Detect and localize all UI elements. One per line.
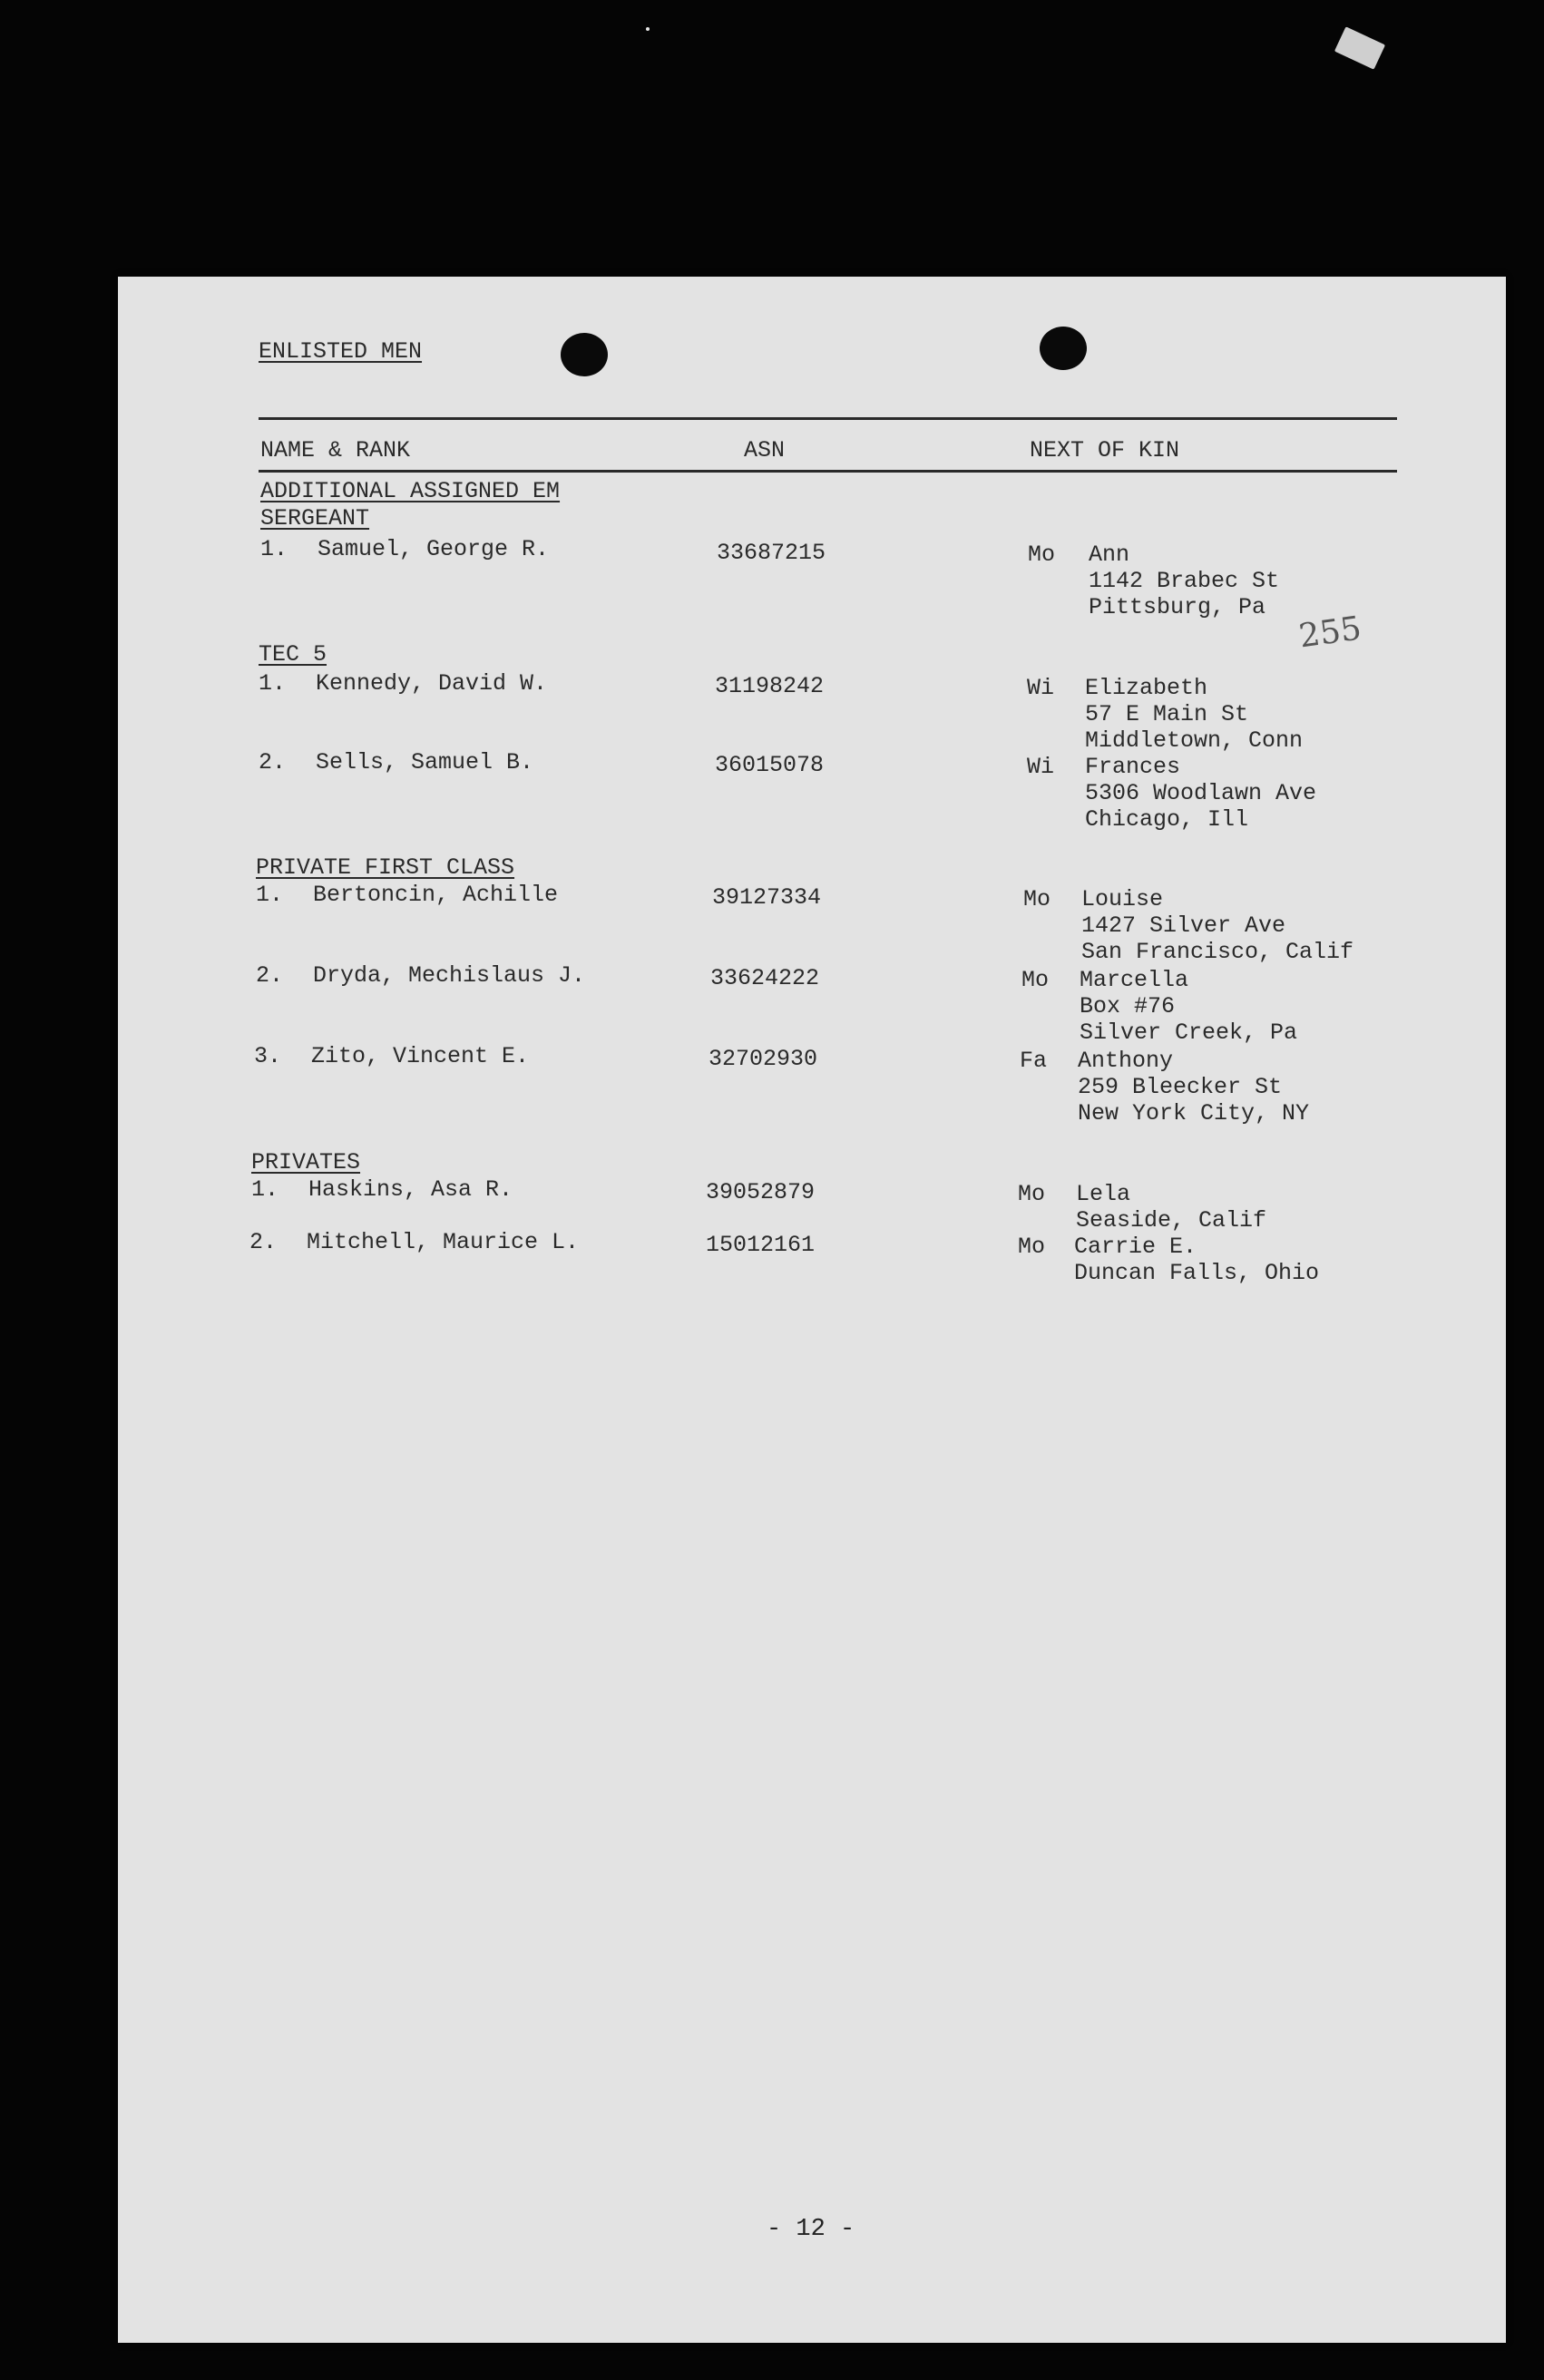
column-header-name: NAME & RANK	[260, 437, 411, 463]
entry-name: Zito, Vincent E.	[311, 1043, 530, 1069]
entry-asn: 32702930	[708, 1046, 818, 1072]
kin-address: 57 E Main St	[1085, 701, 1249, 727]
entry-name: Kennedy, David W.	[316, 670, 548, 697]
kin-address: 5306 Woodlawn Ave	[1085, 780, 1317, 806]
entry-asn: 31198242	[715, 673, 825, 699]
document-page	[118, 277, 1506, 2343]
kin-name: Carrie E.	[1074, 1234, 1197, 1260]
entry-number: 2.	[256, 962, 284, 989]
kin-city: Seaside, Calif	[1076, 1207, 1267, 1234]
kin-city: New York City, NY	[1078, 1100, 1310, 1127]
entry-number: 1.	[259, 670, 287, 697]
kin-name: Anthony	[1078, 1048, 1174, 1074]
entry-number: 3.	[254, 1043, 282, 1069]
kin-city: Middletown, Conn	[1085, 727, 1304, 754]
kin-name: Marcella	[1080, 967, 1189, 993]
section-label: ADDITIONAL ASSIGNED EM	[260, 478, 561, 504]
kin-name: Ann	[1089, 541, 1130, 568]
entry-relation: Wi	[1027, 675, 1055, 701]
entry-relation: Mo	[1021, 967, 1050, 993]
kin-city: San Francisco, Calif	[1081, 939, 1354, 965]
kin-name: Elizabeth	[1085, 675, 1208, 701]
entry-name: Sells, Samuel B.	[316, 749, 534, 775]
kin-address: 1427 Silver Ave	[1081, 912, 1286, 939]
entry-relation: Mo	[1018, 1181, 1046, 1207]
kin-name: Lela	[1076, 1181, 1131, 1207]
punch-hole	[561, 333, 608, 376]
scan-speck	[1334, 26, 1385, 69]
entry-number: 1.	[251, 1176, 279, 1203]
entry-asn: 39052879	[706, 1179, 816, 1205]
page-number: - 12 -	[767, 2216, 855, 2243]
entry-relation: Fa	[1020, 1048, 1048, 1074]
entry-number: 2.	[259, 749, 287, 775]
header-top-rule	[259, 417, 1397, 420]
page-heading: ENLISTED MEN	[259, 338, 423, 365]
kin-address: 259 Bleecker St	[1078, 1074, 1283, 1100]
page-stamp-number: 255	[1296, 610, 1364, 656]
entry-relation: Mo	[1023, 886, 1051, 912]
entry-asn: 36015078	[715, 752, 825, 778]
entry-name: Mitchell, Maurice L.	[307, 1229, 580, 1255]
column-header-kin: NEXT OF KIN	[1030, 437, 1180, 463]
rank-heading-privates: PRIVATES	[251, 1149, 361, 1175]
kin-address: 1142 Brabec St	[1089, 568, 1280, 594]
kin-city: Chicago, Ill	[1085, 806, 1249, 833]
kin-name: Frances	[1085, 754, 1181, 780]
entry-relation: Wi	[1027, 754, 1055, 780]
entry-asn: 39127334	[712, 884, 822, 911]
rank-heading-sergeant: SERGEANT	[260, 505, 370, 532]
entry-number: 1.	[260, 536, 288, 562]
kin-address: Box #76	[1080, 993, 1176, 1019]
scan-speck	[646, 27, 650, 31]
header-bottom-rule	[259, 470, 1397, 473]
entry-name: Bertoncin, Achille	[313, 882, 559, 908]
entry-number: 1.	[256, 882, 284, 908]
entry-asn: 33624222	[710, 965, 820, 991]
entry-relation: Mo	[1018, 1234, 1046, 1260]
punch-hole	[1040, 327, 1087, 370]
kin-city: Silver Creek, Pa	[1080, 1019, 1298, 1046]
entry-name: Haskins, Asa R.	[308, 1176, 513, 1203]
entry-number: 2.	[249, 1229, 278, 1255]
entry-asn: 15012161	[706, 1232, 816, 1258]
entry-name: Dryda, Mechislaus J.	[313, 962, 586, 989]
rank-heading-tec5: TEC 5	[259, 641, 327, 668]
entry-asn: 33687215	[717, 540, 826, 566]
kin-city: Duncan Falls, Ohio	[1074, 1260, 1320, 1286]
column-header-asn: ASN	[744, 437, 786, 463]
entry-name: Samuel, George R.	[318, 536, 550, 562]
rank-heading-pfc: PRIVATE FIRST CLASS	[256, 854, 515, 881]
kin-city: Pittsburg, Pa	[1089, 594, 1266, 620]
kin-name: Louise	[1081, 886, 1164, 912]
entry-relation: Mo	[1028, 541, 1056, 568]
